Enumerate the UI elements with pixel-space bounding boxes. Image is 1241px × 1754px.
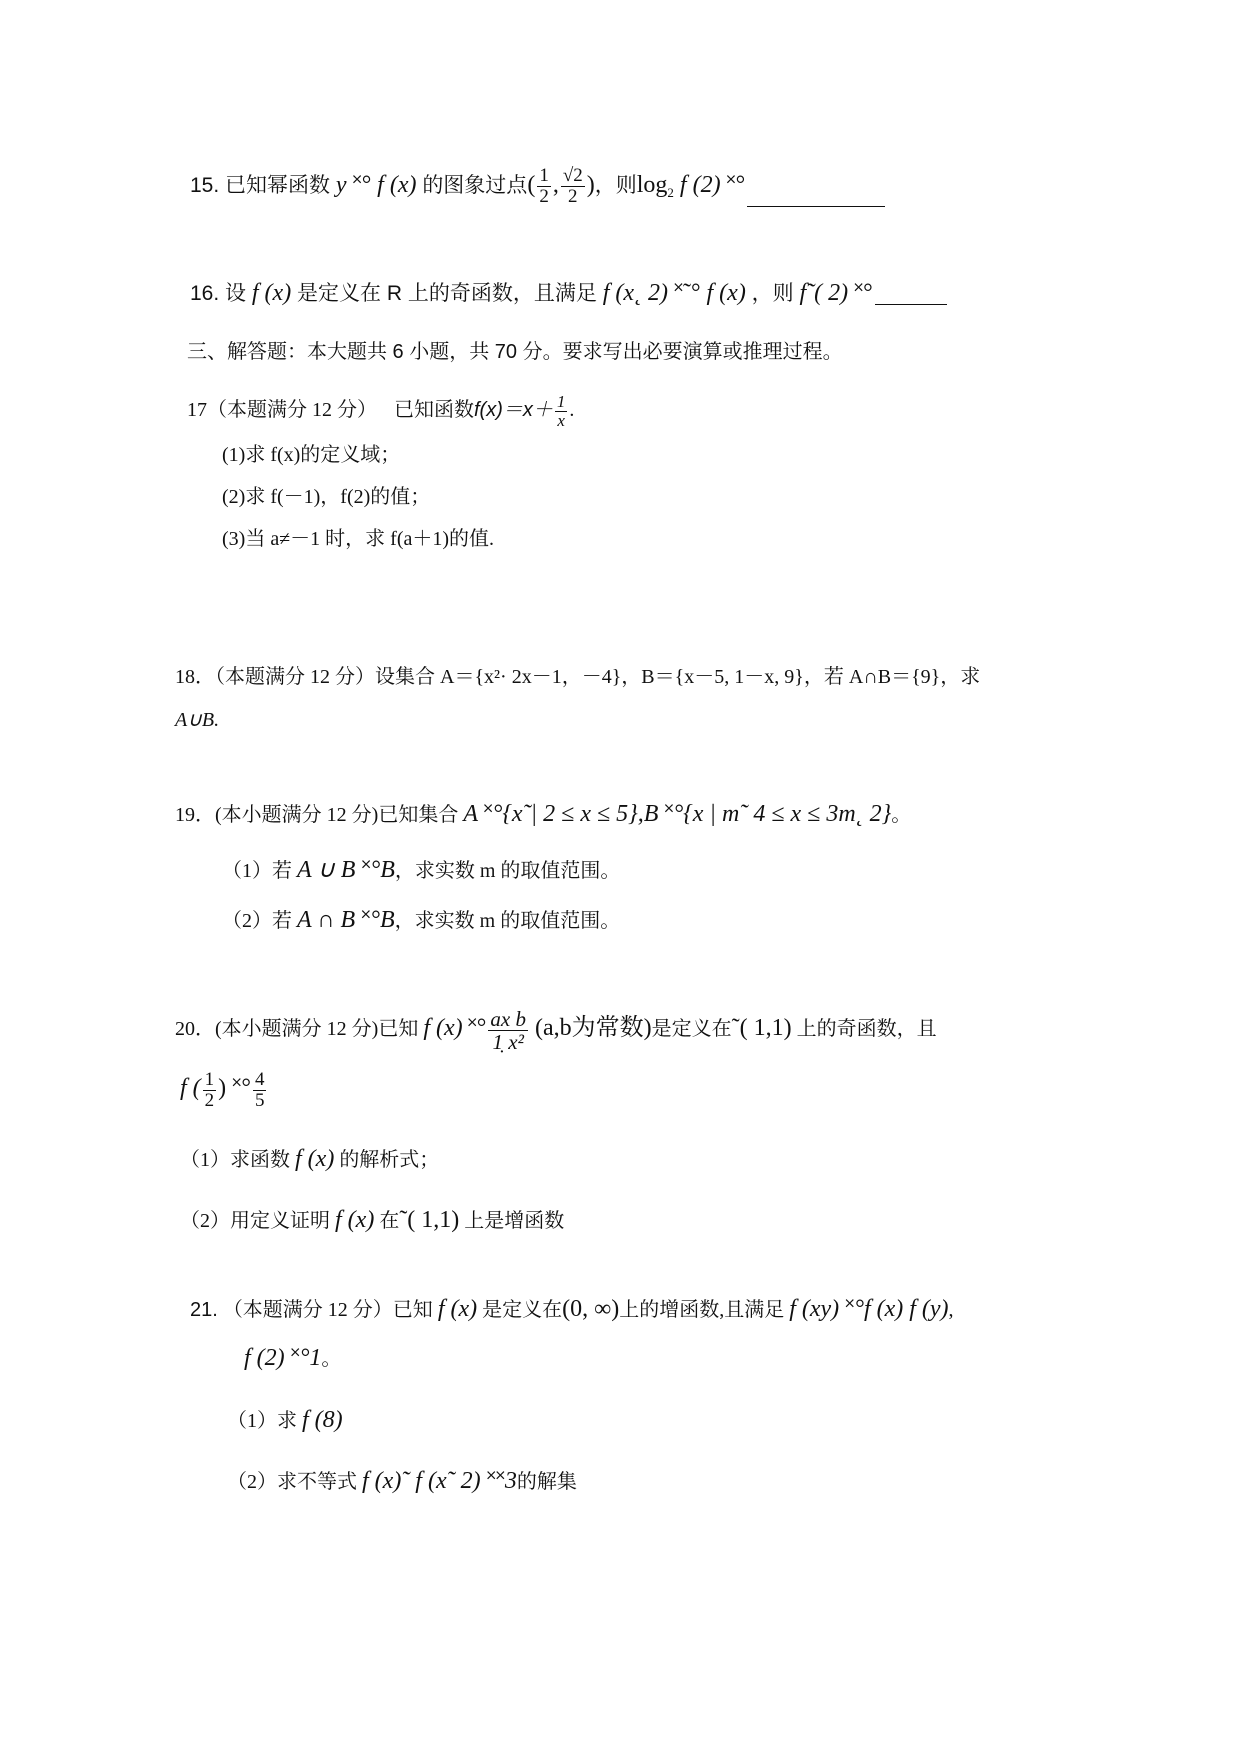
question-18-line-2: A∪B. xyxy=(175,709,220,731)
garbled-symbol: ˟˜° xyxy=(673,280,701,306)
comma: , xyxy=(552,171,559,198)
math-y: y xyxy=(335,171,353,198)
paren: ) xyxy=(586,171,595,198)
fraction-root2-half: $\frac{√2}{2}$ xyxy=(562,165,583,207)
section-heading: 三、解答题：本大题共 6 小题，共 70 分。要求写出必要演算或推理过程。 xyxy=(187,341,843,363)
math-fx: f (x) xyxy=(377,171,417,198)
question-text: 是定义在 xyxy=(651,1018,732,1041)
question-20-part-2 xyxy=(180,1208,564,1232)
question-number: 20．(本小题满分 12 分)已知 xyxy=(175,1018,419,1041)
question-text: 是定义在 xyxy=(482,1299,563,1321)
question-19-part-2 xyxy=(222,908,620,932)
math-f2: f (2) xyxy=(673,171,721,198)
question-17-part-3: (3)当 a≠－1 时，求 f(a＋1)的值. xyxy=(222,528,495,550)
part-label: （1）若 xyxy=(222,860,292,882)
question-21-condition xyxy=(244,1346,341,1370)
fraction-four-fifths: $\frac{4}{5}$ xyxy=(254,1069,265,1111)
math-f8: f (8) xyxy=(302,1407,343,1433)
math-inequality: f (x)˜ f (x˜ 2) ˟˟3 xyxy=(362,1468,517,1494)
math-log: log xyxy=(636,171,668,198)
question-text: 的解析式； xyxy=(339,1149,440,1171)
log-base: 2 xyxy=(667,185,674,201)
question-text: （本题满分 12 分）已知 xyxy=(222,1299,433,1321)
math-functional-equation: f (xy) ˟°f (x) f (y) xyxy=(789,1296,949,1322)
garbled-symbol: ˟° xyxy=(854,280,873,306)
math-fx: f (x) xyxy=(251,280,292,306)
question-text: ，则 xyxy=(751,282,794,305)
garbled-symbol: ˟° xyxy=(232,1075,251,1102)
question-number: 19．(本小题满分 12 分)已知集合 xyxy=(175,804,459,826)
math-interval: ˜( 1,1) xyxy=(731,1015,792,1042)
question-number: 16. xyxy=(190,282,220,305)
answer-blank xyxy=(875,303,947,305)
period: 。 xyxy=(891,804,912,826)
question-21-head xyxy=(190,1297,954,1321)
question-19-head xyxy=(175,802,911,826)
fraction-one-half: $\frac{1}{2}$ xyxy=(539,165,549,207)
question-text: 上的增函数,且满足 xyxy=(619,1299,785,1321)
question-15 xyxy=(190,166,885,207)
math-fx: f (x) xyxy=(423,1015,463,1042)
math-domain: (0, ∞) xyxy=(562,1296,620,1322)
question-text: 的解集 xyxy=(516,1471,577,1493)
question-16 xyxy=(190,281,947,305)
question-18-line-1: 18．（本题满分 12 分）设集合 A＝{x²· 2x－1，－4}，B＝{x－5, 1－x, 9}，若 A∩B＝{9}，求 xyxy=(175,666,981,688)
answer-blank xyxy=(747,205,885,207)
question-text: 设 xyxy=(225,282,247,305)
math-fx: f (x) xyxy=(295,1146,335,1172)
math-fx-def: f(x)＝x＋ xyxy=(474,398,553,421)
math-union: A ∪ B ˟°B xyxy=(297,857,395,883)
garbled-symbol: ˟° xyxy=(352,171,372,198)
math-intersection: A ∩ B ˟°B xyxy=(297,907,395,933)
part-label: （1）求 xyxy=(227,1410,297,1432)
question-text: 已知幂函数 xyxy=(225,173,331,197)
math-f-neg2: f˜( 2) xyxy=(799,280,849,306)
question-text: 上的奇函数，且满足 xyxy=(407,282,597,305)
question-text: 上的奇函数，且 xyxy=(796,1018,937,1041)
question-17-head xyxy=(187,393,574,430)
question-20-part-1 xyxy=(180,1147,439,1171)
part-label: （2）求不等式 xyxy=(227,1471,357,1493)
question-21-part-1 xyxy=(227,1408,343,1432)
math-constants: (a,b为常数) xyxy=(534,1015,652,1042)
question-text: 在 xyxy=(379,1210,400,1232)
question-20-head xyxy=(175,1008,937,1053)
question-17-part-2: (2)求 f(－1)，f(2)的值； xyxy=(222,486,431,508)
question-17-part-1: (1)求 f(x)的定义域； xyxy=(222,444,401,466)
part-label: （2）若 xyxy=(222,910,292,932)
math-neg-fx: f (x) xyxy=(706,280,746,306)
question-21-part-2 xyxy=(227,1469,577,1493)
comma: , xyxy=(948,1299,954,1321)
math-fx: f (x) xyxy=(335,1207,375,1233)
math-R: R xyxy=(386,282,403,305)
paren: ) xyxy=(218,1075,233,1102)
paren: ( xyxy=(527,171,536,198)
question-text: 的图象过点 xyxy=(422,173,528,197)
math-f2-equals-1: f (2) ˟°1 xyxy=(244,1345,322,1371)
math-f: f ( xyxy=(180,1075,201,1102)
fraction-one-over-x: $\frac{1}{x}$ xyxy=(556,392,566,430)
question-number: 17（本题满分 12 分） xyxy=(187,398,377,421)
question-20-condition xyxy=(180,1070,268,1111)
math-interval: ˜( 1,1) xyxy=(399,1207,460,1233)
garbled-symbol: ˟° xyxy=(467,1015,487,1042)
garbled-symbol: ˟° xyxy=(726,171,746,198)
period: . xyxy=(569,398,575,421)
question-number: 21. xyxy=(190,1299,218,1321)
math-fx: f (x) xyxy=(437,1296,478,1322)
question-text: 已知函数 xyxy=(394,398,474,421)
math-fx-plus-2: f (x˛ 2) xyxy=(602,280,669,306)
math-sets: A ˟°{x˜| 2 ≤ x ≤ 5},B ˟°{x | m˜ 4 ≤ x ≤ 3m˛ 2} xyxy=(463,801,892,827)
part-label: （2）用定义证明 xyxy=(180,1210,330,1232)
period: 。 xyxy=(321,1348,342,1370)
question-text: ，则 xyxy=(594,173,637,197)
question-19-part-1 xyxy=(222,858,620,882)
question-text: 上是增函数 xyxy=(464,1210,565,1232)
question-number: 15. xyxy=(190,173,220,197)
part-label: （1）求函数 xyxy=(180,1149,290,1171)
fraction-ax-b: $\frac{\text{ax b}}{\text{1̣ x²}}$ xyxy=(490,1007,526,1055)
question-text: ，求实数 m 的取值范围。 xyxy=(394,910,621,932)
fraction-one-half: $\frac{1}{2}$ xyxy=(204,1069,215,1111)
question-text: ，求实数 m 的取值范围。 xyxy=(394,860,621,882)
question-text: 是定义在 xyxy=(297,282,382,305)
